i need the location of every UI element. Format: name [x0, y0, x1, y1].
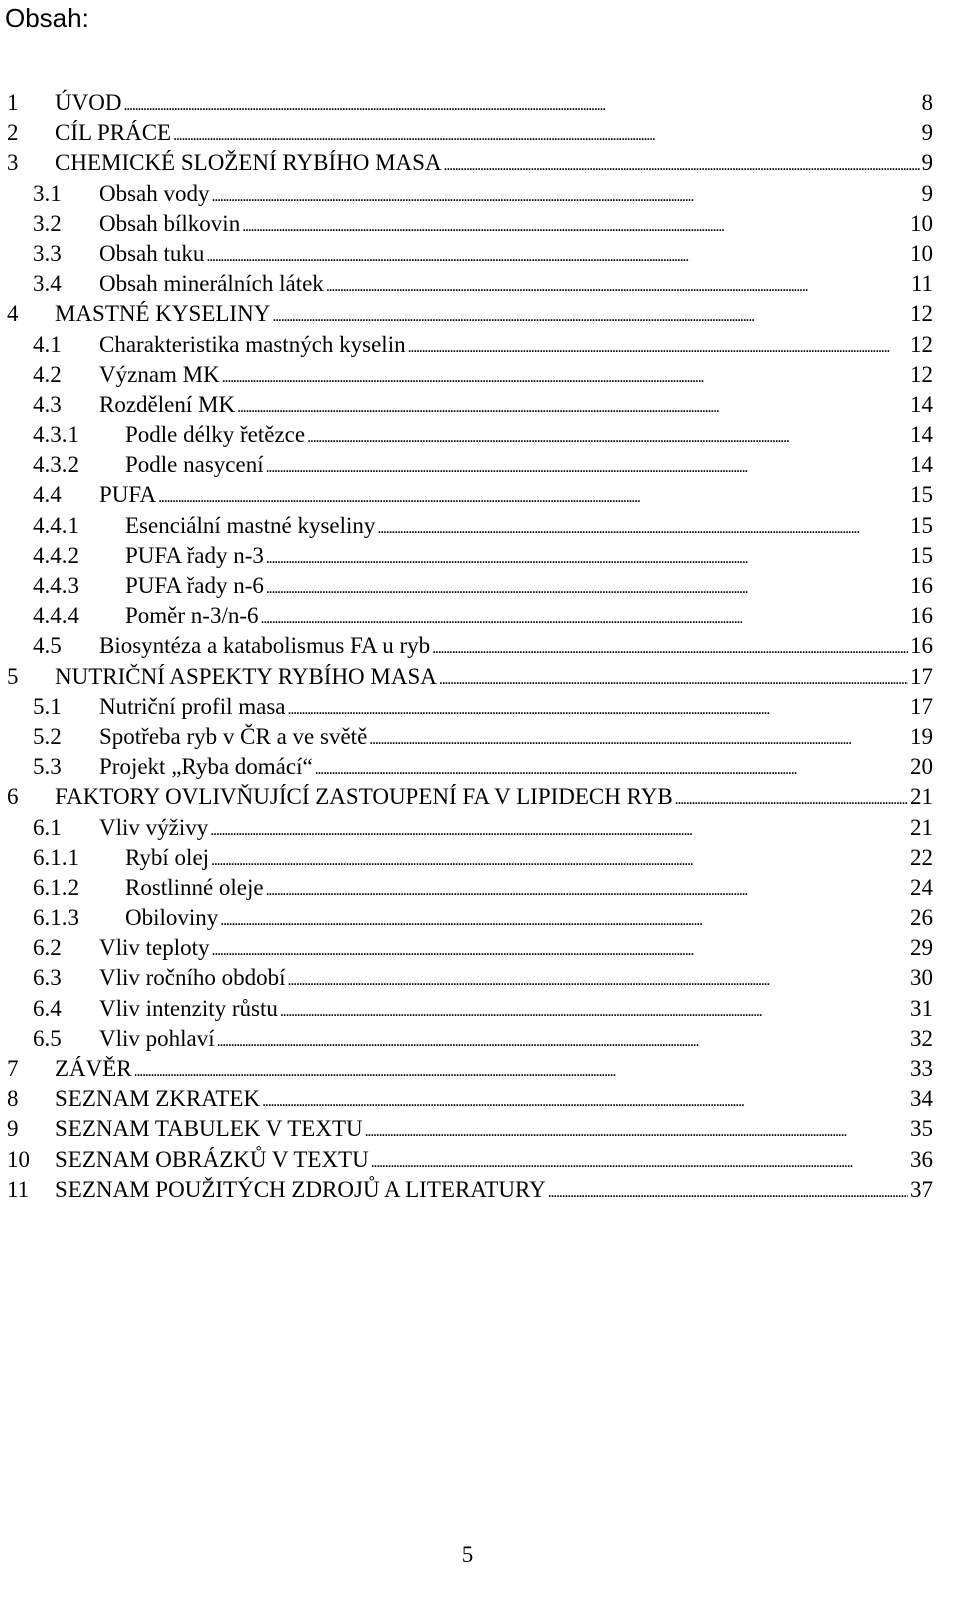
toc-entry[interactable]	[7, 118, 933, 148]
toc-entry-title: PUFA	[99, 482, 157, 508]
toc-entry[interactable]	[7, 963, 933, 993]
toc-entry-title: Charakteristika mastných kyselin	[99, 331, 406, 357]
toc-entry-number: 6.3	[33, 965, 62, 991]
toc-entry-number: 3.1	[33, 180, 62, 206]
toc-dot-leader	[210, 813, 908, 846]
toc-entry-page: 16	[910, 573, 933, 598]
toc-entry[interactable]	[7, 722, 933, 752]
toc-entry[interactable]	[7, 330, 933, 360]
toc-dot-leader	[315, 752, 908, 785]
toc-entry[interactable]	[7, 1145, 933, 1175]
toc-entry[interactable]	[7, 903, 933, 933]
toc-entry-number: 4.4.1	[33, 512, 79, 538]
toc-entry-number: 4.4.2	[33, 542, 79, 568]
toc-entry-number: 5	[7, 663, 19, 689]
toc-entry-title: Rostlinné oleje	[125, 874, 264, 900]
toc-entry-page: 36	[910, 1146, 933, 1172]
page-title: Obsah:	[5, 3, 89, 33]
toc-entry[interactable]	[7, 88, 933, 118]
toc-entry-page: 17	[910, 663, 933, 689]
toc-entry-number: 4	[7, 301, 19, 327]
toc-entry-page: 9	[921, 120, 933, 146]
toc-dot-leader	[206, 239, 908, 272]
toc-entry-title: FAKTORY OVLIVŇUJÍCÍ ZASTOUPENÍ FA V LIPIDECH RYB	[55, 784, 673, 810]
toc-entry[interactable]	[7, 239, 933, 269]
toc-entry-page: 21	[910, 814, 933, 840]
toc-entry-title: ÚVOD	[55, 90, 122, 115]
toc-dot-leader	[548, 1175, 908, 1208]
toc-dot-leader	[237, 390, 908, 423]
toc-dot-leader	[220, 903, 908, 936]
toc-entry-number: 6	[7, 784, 19, 810]
toc-entry[interactable]	[7, 873, 933, 903]
toc-entry-number: 6.1.2	[33, 874, 79, 900]
toc-entry-page: 8	[921, 90, 933, 115]
toc-entry-number: 3.4	[33, 271, 62, 297]
toc-entry-page: 20	[910, 754, 933, 780]
toc-entry-title: Obsah tuku	[99, 240, 205, 266]
toc-entry-number: 4.2	[33, 361, 62, 387]
toc-entry-number: 9	[7, 1116, 19, 1142]
toc-entry-page: 10	[910, 210, 933, 236]
toc-dot-leader	[371, 1145, 908, 1178]
toc-entry-title: Obsah minerálních látek	[99, 271, 324, 297]
toc-dot-leader	[369, 722, 908, 755]
toc-entry-title: Rybí olej	[125, 844, 210, 870]
toc-entry[interactable]	[7, 148, 933, 178]
toc-entry-number: 3	[7, 150, 19, 176]
toc-entry-number: 6.4	[33, 995, 62, 1021]
toc-dot-leader	[288, 692, 908, 725]
toc-entry[interactable]	[7, 662, 933, 692]
toc-entry-page: 15	[910, 482, 933, 508]
toc-entry-title: Význam MK	[99, 361, 220, 387]
toc-entry-number: 3.3	[33, 240, 62, 266]
toc-entry-title: SEZNAM ZKRATEK	[55, 1086, 261, 1112]
toc-entry-title: SEZNAM OBRÁZKŮ V TEXTU	[55, 1146, 369, 1172]
toc-entry[interactable]	[7, 179, 933, 209]
toc-dot-leader	[212, 933, 908, 966]
toc-dot-leader	[266, 873, 908, 906]
toc-entry[interactable]	[7, 692, 933, 722]
toc-dot-leader	[439, 662, 908, 695]
toc-dot-leader	[261, 601, 908, 634]
toc-entry-page: 10	[910, 240, 933, 266]
toc-entry-page: 14	[910, 452, 933, 478]
toc-entry-title: Rozdělení MK	[99, 391, 236, 417]
toc-entry-page: 15	[910, 542, 933, 568]
toc-entry-page: 26	[910, 905, 933, 931]
toc-entry-number: 5.1	[33, 693, 62, 719]
toc-dot-leader	[242, 209, 908, 242]
toc-entry[interactable]	[7, 541, 933, 571]
toc-entry[interactable]	[7, 601, 933, 631]
toc-entry-title: Spotřeba ryb v ČR a ve světě	[99, 723, 368, 749]
toc-entry[interactable]	[7, 299, 933, 329]
toc-entry-title: Vliv výživy	[99, 814, 209, 840]
toc-entry-number: 4.3.1	[33, 422, 79, 448]
toc-entry-page: 9	[921, 150, 933, 176]
toc-dot-leader	[272, 299, 908, 332]
toc-entry-number: 7	[7, 1056, 19, 1081]
toc-entry-page: 12	[910, 331, 933, 357]
toc-entry[interactable]	[7, 1084, 933, 1114]
toc-entry[interactable]	[7, 813, 933, 843]
toc-entry-number: 4.3.2	[33, 452, 79, 478]
toc-entry[interactable]	[7, 994, 933, 1024]
toc-entry[interactable]	[7, 843, 933, 873]
toc-entry-title: CHEMICKÉ SLOŽENÍ RYBÍHO MASA	[55, 150, 442, 176]
toc-entry[interactable]	[7, 933, 933, 963]
toc-entry-title: Obsah bílkovin	[99, 210, 241, 236]
toc-entry[interactable]	[7, 782, 933, 812]
toc-entry-page: 32	[910, 1025, 933, 1051]
toc-dot-leader	[288, 963, 908, 996]
toc-entry-title: Obiloviny	[125, 905, 219, 931]
toc-dot-leader	[444, 148, 920, 181]
toc-entry-page: 21	[910, 784, 933, 810]
toc-dot-leader	[134, 1054, 908, 1087]
toc-entry-page: 14	[910, 391, 933, 417]
toc-entry-number: 1	[7, 90, 19, 115]
toc-entry-number: 4.3	[33, 391, 62, 417]
toc-entry-number: 10	[7, 1146, 30, 1172]
toc-entry[interactable]	[7, 1175, 933, 1205]
toc-dot-leader	[675, 782, 908, 815]
toc-entry-page: 12	[910, 301, 933, 327]
toc-entry-page: 16	[910, 633, 933, 659]
toc-entry-number: 4.4.4	[33, 603, 79, 629]
toc-entry-title: Podle nasycení	[125, 452, 264, 478]
toc-entry-number: 5.2	[33, 723, 62, 749]
toc-entry[interactable]	[7, 571, 933, 601]
toc-entry-title: CÍL PRÁCE	[55, 120, 172, 146]
toc-entry[interactable]	[7, 420, 933, 450]
toc-entry-page: 22	[910, 844, 933, 870]
toc-entry-title: Vliv ročního období	[99, 965, 286, 991]
toc-entry-number: 8	[7, 1086, 19, 1112]
toc-entry[interactable]	[7, 1114, 933, 1144]
toc-entry[interactable]	[7, 511, 933, 541]
toc-entry-page: 35	[910, 1116, 933, 1142]
toc-dot-leader	[365, 1114, 908, 1147]
toc-entry-page: 37	[910, 1176, 933, 1202]
toc-entry-page: 34	[910, 1086, 933, 1112]
toc-entry-page: 14	[910, 422, 933, 448]
toc-dot-leader	[408, 330, 908, 363]
toc-entry-title: MASTNÉ KYSELINY	[55, 301, 271, 327]
toc-dot-leader	[266, 571, 908, 604]
toc-entry-title: Poměr n-3/n-6	[125, 603, 259, 629]
page-number: 5	[461, 1542, 474, 1567]
toc-entry-title: Podle délky řetězce	[125, 422, 306, 448]
toc-entry-title: ZÁVĚR	[55, 1056, 132, 1081]
toc-entry[interactable]	[7, 631, 933, 661]
toc-entry-page: 15	[910, 512, 933, 538]
toc-entry-page: 30	[910, 965, 933, 991]
toc-entry-title: Obsah vody	[99, 180, 210, 206]
toc-entry-title: NUTRIČNÍ ASPEKTY RYBÍHO MASA	[55, 663, 437, 689]
toc-entry-title: Esenciální mastné kyseliny	[125, 512, 376, 538]
toc-entry-number: 5.3	[33, 754, 62, 780]
toc-dot-leader	[280, 994, 908, 1027]
toc-entry-page: 29	[910, 935, 933, 961]
toc-entry-number: 6.5	[33, 1025, 62, 1051]
toc-entry-page: 12	[910, 361, 933, 387]
toc-dot-leader	[123, 88, 919, 121]
toc-dot-leader	[212, 179, 920, 212]
toc-dot-leader	[266, 450, 908, 483]
toc-entry-page: 11	[910, 271, 933, 297]
toc-entry-title: PUFA řady n-3	[125, 542, 264, 568]
toc-dot-leader	[432, 631, 908, 664]
toc-entry-page: 33	[910, 1056, 933, 1081]
toc-entry-number: 4.5	[33, 633, 62, 659]
toc-dot-leader	[211, 843, 908, 876]
toc-dot-leader	[326, 269, 909, 302]
toc-entry[interactable]	[7, 360, 933, 390]
toc-entry-title: Vliv intenzity růstu	[99, 995, 278, 1021]
toc-entry-title: Biosyntéza a katabolismus FA u ryb	[99, 633, 431, 659]
toc-dot-leader	[158, 480, 908, 513]
toc-entry-page: 31	[910, 995, 933, 1021]
toc-entry-title: PUFA řady n-6	[125, 573, 264, 598]
toc-entry-page: 9	[921, 180, 933, 206]
toc-dot-leader	[173, 118, 919, 151]
toc-dot-leader	[307, 420, 908, 453]
toc-entry-number: 4.4.3	[33, 573, 79, 598]
toc-entry[interactable]	[7, 450, 933, 480]
toc-entry-number: 11	[7, 1176, 30, 1202]
toc-entry[interactable]	[7, 1024, 933, 1054]
toc-entry-number: 6.2	[33, 935, 62, 961]
table-of-contents	[7, 88, 933, 1205]
toc-entry-title: Vliv teploty	[99, 935, 210, 961]
toc-dot-leader	[217, 1024, 908, 1057]
toc-dot-leader	[377, 511, 908, 544]
toc-dot-leader	[266, 541, 908, 574]
toc-entry[interactable]	[7, 209, 933, 239]
toc-entry-title: Projekt „Ryba domácí“	[99, 754, 313, 780]
toc-dot-leader	[262, 1084, 908, 1117]
toc-entry-number: 2	[7, 120, 19, 146]
toc-entry-number: 4.4	[33, 482, 62, 508]
toc-entry-title: Nutriční profil masa	[99, 693, 286, 719]
toc-entry-page: 17	[910, 693, 933, 719]
toc-entry-page: 24	[910, 874, 933, 900]
toc-entry[interactable]	[7, 390, 933, 420]
toc-entry-number: 6.1.3	[33, 905, 79, 931]
toc-entry-title: SEZNAM POUŽITÝCH ZDROJŮ A LITERATURY	[55, 1176, 546, 1202]
toc-entry[interactable]	[7, 480, 933, 510]
toc-entry-number: 6.1.1	[33, 844, 79, 870]
toc-entry-number: 6.1	[33, 814, 62, 840]
toc-entry-title: Vliv pohlaví	[99, 1025, 215, 1051]
toc-entry-title: SEZNAM TABULEK V TEXTU	[55, 1116, 363, 1142]
toc-entry[interactable]	[7, 752, 933, 782]
toc-entry-page: 16	[910, 603, 933, 629]
toc-entry-number: 4.1	[33, 331, 62, 357]
toc-dot-leader	[222, 360, 908, 393]
toc-entry-page: 19	[910, 723, 933, 749]
toc-entry[interactable]	[7, 1054, 933, 1084]
toc-entry[interactable]	[7, 269, 933, 299]
toc-entry-number: 3.2	[33, 210, 62, 236]
